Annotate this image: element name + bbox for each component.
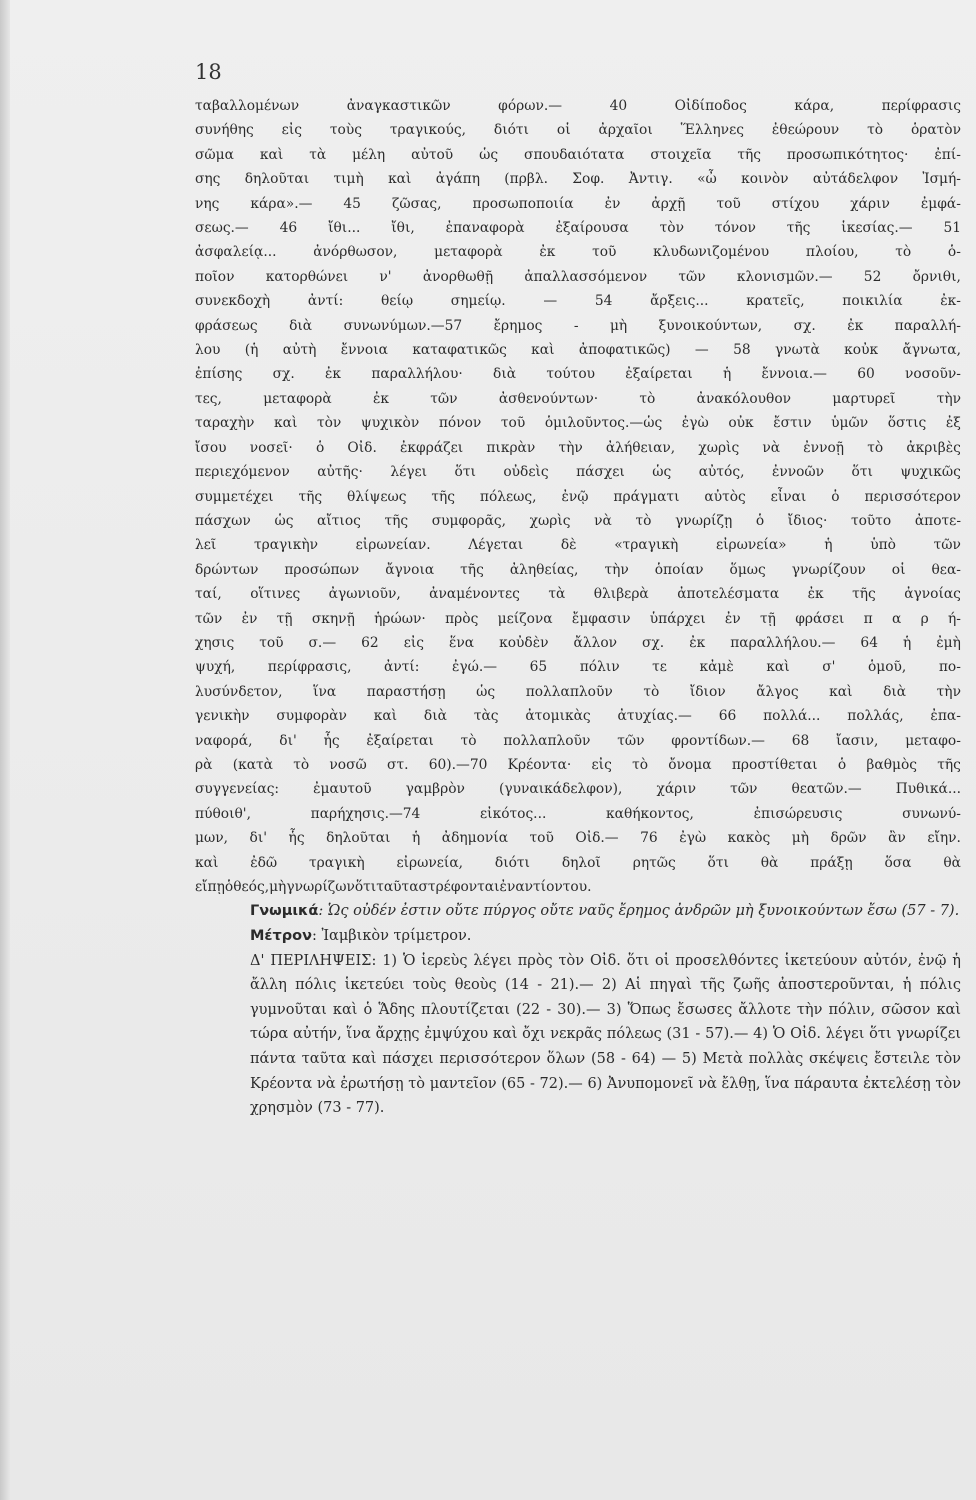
commentary-line: λεῖ τραγικὴν εἰρωνείαν. Λέγεται δὲ «τραγικὴ εἰρωνεία» ἡ ὑπὸ τῶν [195,537,961,554]
metron-paragraph [195,924,961,949]
perilipseis-paragraph [195,949,961,1121]
commentary-line: σεως.— 46 ἴθι... ἴθι, ἐπαναφορὰ ἐξαίρουσα τὸν τόνον τῆς ἱκεσίας.— 51 [195,220,961,237]
perilipseis-text: : 1) Ὁ ἱερεὺς λέγει πρὸς τὸν Οἰδ. ὅτι οἱ προσελθόντες ἱκετεύουν αὐτόν, ἐνῷ ἡ ἄλλη πόλις ἱκετεύει τοὺς θεοὺς (14 - 21).— 2) Αἱ πηγαὶ τῆς ζωῆς ἀποστεροῦνται, ἡ πόλις γυμνοῦται καὶ ὁ Ἅδης πλουτίζεται (22 - 30).— 3) Ὅπως ἔσωσες ἄλλοτε τὴν πόλιν, σῶσον καὶ τώρα αὐτήν, ἵνα ἄρχῃς ἐμψύχου καὶ ὄχι νεκρᾶς πόλεως (31 - 57).— 4) Ὁ Οἰδ. λέγει ὅτι γνωρίζει πάντα ταῦτα καὶ πάσχει περισσότερον ὅλων (58 - 64) — 5) Μετὰ πολλὰς σκέψεις ἔστειλε τὸν Κρέοντα νὰ ἐρωτήσῃ τὸ μαντεῖον (65 - 72).— 6) Ἀνυπομονεῖ νὰ ἔλθῃ, ἵνα πάραυτα ἐκτελέσῃ τὸν χρησμὸν (73 - 77). [250,952,961,1117]
commentary-line: ἀσφαλείᾳ... ἀνόρθωσον, μεταφορὰ ἐκ τοῦ κλυδωνιζομένου πλοίου, τὸ ὁ- [195,244,961,261]
commentary-line: ταβαλλομένων ἀναγκαστικῶν φόρων.— 40 Οἰδίποδος κάρα, περίφρασις [195,98,961,114]
page-binding-edge [0,0,10,1500]
commentary-line: καὶ ἐδῶ τραγικὴ εἰρωνεία, διότι δηλοῖ ρητῶς ὅτι θὰ πράξῃ ὅσα θὰ [195,854,961,871]
commentary-line: δρώντων προσώπων ἄγνοια τῆς ἀληθείας, τὴν ὁποίαν ὅμως γνωρίζουν οἱ θεα- [195,561,961,578]
commentary-line: πάσχων ὡς αἴτιος τῆς συμφορᾶς, χωρὶς νὰ τὸ γνωρίζῃ ὁ ἴδιος· τοῦτο ἀποτε- [195,512,961,529]
commentary-line: γενικὴν συμφορὰν καὶ διὰ τὰς ἀτομικὰς ἀτυχίας.— 66 πολλά... πολλάς, ἐπα- [195,708,961,725]
commentary-line: ἴσου νοσεῖ· ὁ Οἰδ. ἐκφράζει πικρὰν τὴν ἀλήθειαν, χωρὶς νὰ ἐννοῇ τὸ ἀκριβὲς [195,439,961,456]
commentary-line: ποῖον κατορθώνει ν' ἀνορθωθῇ ἀπαλλασσόμενον τῶν κλονισμῶν.— 52 ὄρνιθι, [195,268,961,285]
commentary-line: ψυχή, περίφρασις, ἀντί: ἐγώ.— 65 πόλιν τε κἀμὲ καὶ σ' ὁμοῦ, πο- [195,659,961,676]
commentary-line: μων, δι' ἧς δηλοῦται ἡ ἀδημονία τοῦ Οἰδ.— 76 ἐγὼ κακὸς μὴ δρῶν ἂν εἴην. [195,830,961,847]
commentary-line: νης κάρα».— 45 ζῶσας, προσωποποιία ἐν ἀρχῇ τοῦ στίχου χάριν ἐμφά- [195,195,961,212]
commentary-line: συγγενείας: ἐμαυτοῦ γαμβρὸν (γυναικάδελφον), χάριν τῶν θεατῶν.— Πυθικά... [195,781,961,798]
commentary-line: πύθοιθ', παρήχησις.—74 εἰκότος... καθήκοντος, ἐπισώρευσις συνωνύ- [195,805,961,822]
commentary-block [195,94,961,899]
commentary-line: τες, μεταφορὰ ἐκ τῶν ἀσθενούντων· τὸ ἀνακόλουθον μαρτυρεῖ τὴν [195,390,961,407]
gnomika-label: Γνωμικά [250,903,319,920]
commentary-line: φράσεως διὰ συνωνύμων.—57 ἔρημος - μὴ ξυνοικούντων, σχ. ἐκ παραλλή- [195,317,961,334]
gnomika-text: : Ὡς οὐδέν ἐστιν οὔτε πύργος οὔτε ναῦς ἔρημος ἀνδρῶν μὴ ξυνοικούντων ἔσω (57 - 7). [318,903,960,920]
commentary-line: ναφορά, δι' ἧς ἐξαίρεται τὸ πολλαπλοῦν τῶν φροντίδων.— 68 ἴασιν, μεταφο- [195,732,961,749]
commentary-line: χησις τοῦ σ.— 62 εἰς ἕνα κοὐδὲν ἄλλον σχ. ἐκ παραλλήλου.— 64 ἡ ἐμὴ [195,634,961,651]
perilipseis-label: Δ' ΠΕΡΙΛΗΨΕΙΣ [250,952,372,969]
commentary-line: λυσύνδετον, ἵνα παραστήσῃ ὡς πολλαπλοῦν τὸ ἴδιον ἄλγος καὶ διὰ τὴν [195,683,961,700]
gnomika-paragraph [195,899,961,924]
commentary-line: σης δηλοῦται τιμὴ καὶ ἀγάπη (πρβλ. Σοφ. Ἀντιγ. «ὦ κοινὸν αὐτάδελφον Ἰσμή- [195,171,961,188]
metron-text: : Ἰαμβικὸν τρίμετρον. [311,928,472,944]
commentary-line: ρὰ (κατὰ τὸ νοσῶ στ. 60).—70 Κρέοντα· εἰς τὸ ὄνομα προστίθεται ὁ βαθμὸς τῆς [195,756,961,773]
metron-label: Μέτρον [250,928,312,944]
commentary-line: ταραχὴν καὶ τὸν ψυχικὸν πόνον τοῦ ὁμιλοῦντος.—ὡς ἐγὼ οὐκ ἔστιν ὑμῶν ὅστις ἐξ [195,415,961,432]
commentary-line: περιεχόμενον αὐτῆς· λέγει ὅτι οὐδεὶς πάσχει ὡς αὐτός, ἐννοῶν ὅτι ψυχικῶς [195,464,961,481]
commentary-line: συνεκδοχὴ ἀντί: θείῳ σημείῳ. — 54 ἄρξεις... κρατεῖς, ποικιλία ἐκ- [195,293,961,310]
page-body [195,94,961,1121]
commentary-line: τῶν ἐν τῇ σκηνῇ ἡρώων· πρὸς μείζονα ἔμφασιν ὑπάρχει ἐν τῇ φράσει π α ρ ή- [195,610,961,627]
commentary-line: ταί, οἵτινες ἀγωνιοῦν, ἀναμένοντες τὰ θλιβερὰ ἀποτελέσματα ἐκ τῆς ἀγνοίας [195,586,961,603]
commentary-line: συνήθης εἰς τοὺς τραγικούς, διότι οἱ ἀρχαῖοι Ἕλληνες ἐθεώρουν τὸ ὁρατὸν [195,122,961,139]
commentary-line: σῶμα καὶ τὰ μέλη αὐτοῦ ὡς σπουδαιότατα στοιχεῖα τῆς προσωπικότητος· ἐπί- [195,146,961,163]
commentary-line: εἴπῃ ὁ θεός, μὴ γνωρίζων ὅτι ταῦτα στρέφονται ἐναντίον του. [195,879,592,895]
commentary-line: συμμετέχει τῆς θλίψεως τῆς πόλεως, ἐνῷ πράγματι αὐτὸς εἶναι ὁ περισσότερον [195,488,961,505]
commentary-line: λου (ἡ αὐτὴ ἔννοια καταφατικῶς καὶ ἀποφατικῶς) — 58 γνωτὰ κοὐκ ἄγνωτα, [195,342,961,359]
commentary-line: ἐπίσης σχ. ἐκ παραλλήλου· διὰ τούτου ἐξαίρεται ἡ ἔννοια.— 60 νοσοῦν- [195,366,961,383]
page-number: 18 [195,60,222,84]
